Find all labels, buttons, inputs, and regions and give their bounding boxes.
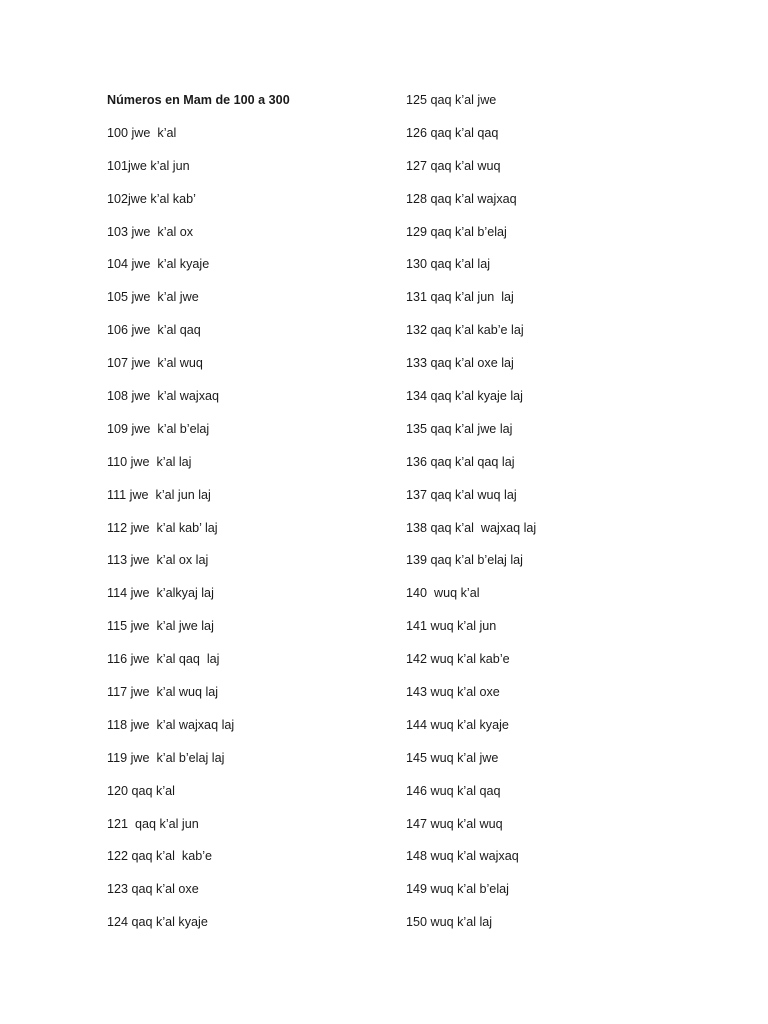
number-entry: 149 wuq k’al b’elaj — [406, 882, 509, 897]
number-entry: 116 jwe k’al qaq laj — [107, 652, 220, 667]
number-entry: 146 wuq k’al qaq — [406, 783, 501, 798]
number-entry: 110 jwe k’al laj — [107, 454, 192, 469]
number-entry: 144 wuq k’al kyaje — [406, 717, 509, 732]
number-entry: 143 wuq k’al oxe — [406, 685, 500, 700]
number-entry: 105 jwe k’al jwe — [107, 290, 199, 305]
number-entry: 112 jwe k’al kab’ laj — [107, 520, 218, 535]
number-entry: 150 wuq k’al laj — [406, 915, 493, 930]
number-entry: 117 jwe k’al wuq laj — [107, 685, 219, 700]
number-entry: 114 jwe k’alkyaj laj — [107, 586, 214, 601]
number-entry: 103 jwe k’al ox — [107, 224, 194, 239]
number-entry: 141 wuq k’al jun — [406, 619, 497, 634]
number-entry: 128 qaq k’al wajxaq — [406, 191, 517, 206]
number-entry: 139 qaq k’al b’elaj laj — [406, 553, 523, 568]
number-entry: 134 qaq k’al kyaje laj — [406, 389, 523, 404]
number-entry: 138 qaq k’al wajxaq laj — [406, 520, 537, 535]
number-entry: 126 qaq k’al qaq — [406, 125, 499, 140]
number-entry: 109 jwe k’al b’elaj — [107, 421, 210, 436]
number-entry: 131 qaq k’al jun laj — [406, 290, 514, 305]
number-entry: 130 qaq k’al laj — [406, 257, 491, 272]
number-entry: 120 qaq k’al — [107, 783, 175, 798]
number-entry: 115 jwe k’al jwe laj — [107, 619, 214, 634]
document-title: Números en Mam de 100 a 300 — [107, 93, 290, 107]
number-entry: 132 qaq k’al kab’e laj — [406, 323, 524, 338]
number-entry: 121 qaq k’al jun — [107, 816, 199, 831]
number-entry: 136 qaq k’al qaq laj — [406, 454, 515, 469]
number-entry: 108 jwe k’al wajxaq — [107, 389, 220, 404]
number-entry: 119 jwe k’al b’elaj laj — [107, 750, 225, 765]
number-entry: 100 jwe k’al — [107, 125, 177, 140]
left-column — [107, 88, 387, 943]
number-entry: 142 wuq k’al kab’e — [406, 652, 510, 667]
right-column — [406, 88, 706, 943]
number-entry: 111 jwe k’al jun laj — [107, 487, 211, 502]
number-entry: 148 wuq k’al wajxaq — [406, 849, 519, 864]
number-entry: 107 jwe k’al wuq — [107, 356, 203, 371]
number-entry: 118 jwe k’al wajxaq laj — [107, 717, 235, 732]
number-entry: 102jwe k’al kab’ — [107, 191, 196, 206]
number-entry: 127 qaq k’al wuq — [406, 158, 501, 173]
number-entry: 113 jwe k’al ox laj — [107, 553, 209, 568]
number-entry: 140 wuq k’al — [406, 586, 480, 601]
number-entry: 122 qaq k’al kab’e — [107, 849, 213, 864]
number-entry: 145 wuq k’al jwe — [406, 750, 499, 765]
number-entry: 135 qaq k’al jwe laj — [406, 421, 513, 436]
number-entry: 104 jwe k’al kyaje — [107, 257, 210, 272]
number-entry: 133 qaq k’al oxe laj — [406, 356, 514, 371]
number-entry: 101jwe k’al jun — [107, 158, 190, 173]
number-entry: 125 qaq k’al jwe — [406, 93, 497, 107]
number-entry: 123 qaq k’al oxe — [107, 882, 199, 897]
number-entry: 106 jwe k’al qaq — [107, 323, 201, 338]
number-entry: 129 qaq k’al b’elaj — [406, 224, 507, 239]
number-entry: 137 qaq k’al wuq laj — [406, 487, 517, 502]
number-entry: 147 wuq k’al wuq — [406, 816, 503, 831]
number-entry: 124 qaq k’al kyaje — [107, 915, 208, 930]
